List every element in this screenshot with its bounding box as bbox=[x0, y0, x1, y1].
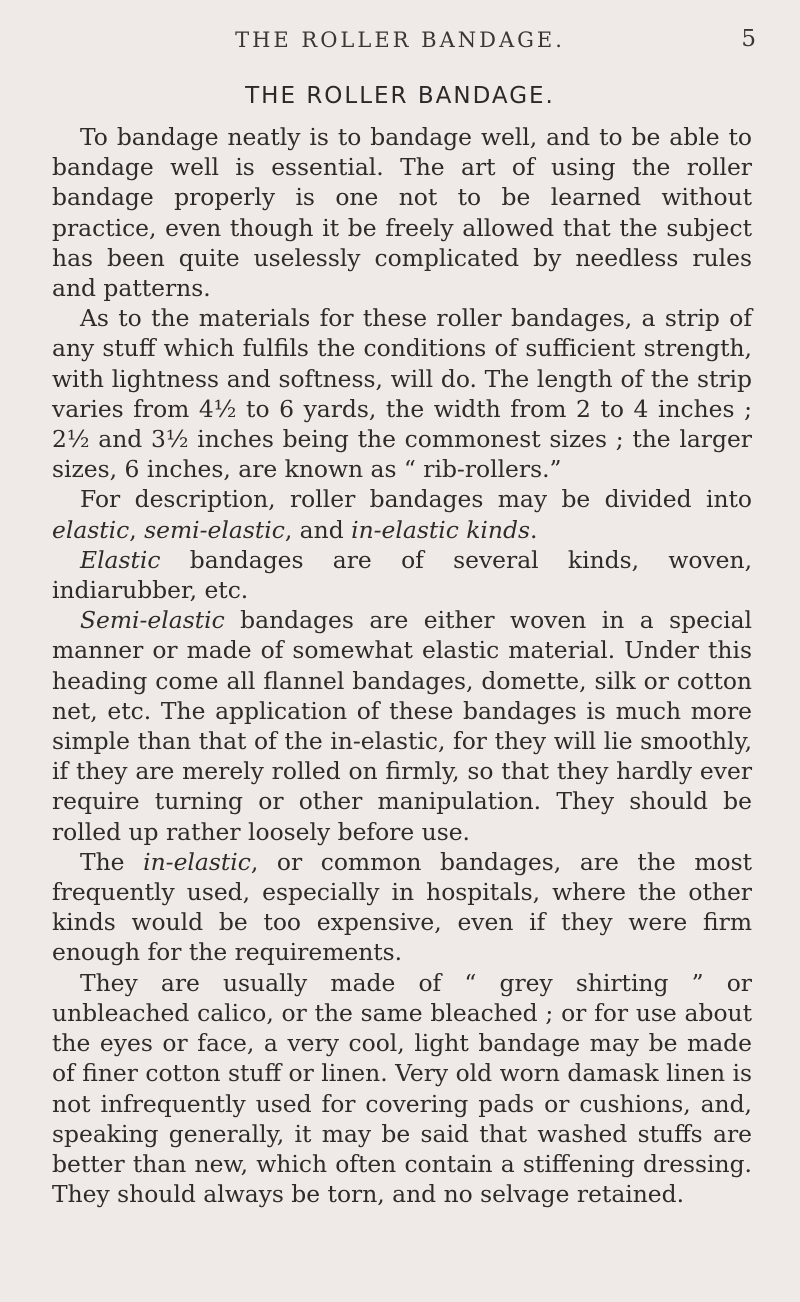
paragraph-4 bbox=[52, 545, 752, 605]
term-semi-elastic-heading: Semi-elastic bbox=[80, 606, 225, 635]
paragraph-5-text: bandages are either woven in a special manner or made of somewhat elastic material. Under this heading come all flannel bandages, domette, silk or cotton net, etc. The application of these bandages is much more simple than that of the in-elastic, for they will lie smoothly, if they are merely rolled on firmly, so that they hardly ever require turning or other manipulation. They should be rolled up rather loosely before use. bbox=[52, 606, 752, 846]
term-in-elastic-heading: in-elastic bbox=[143, 847, 251, 876]
paragraph-7: They are usually made of “ grey shirting ” or unbleached calico, or the same bleached ; or for use about the eyes or face, a very cool, light bandage may be made of finer cotton stuff or linen. Very old worn damask linen is not infrequently used for covering pads or cushions, and, speaking generally, it may be said that washed stuffs are better than new, which often contain a stiffening dressing. They should always be torn, and no selvage retained. bbox=[52, 968, 752, 1209]
term-elastic-heading: Elastic bbox=[80, 545, 161, 574]
paragraph-3-start: For description, roller bandages may be divided into bbox=[80, 485, 752, 514]
page-number: 5 bbox=[741, 26, 756, 52]
term-in-elastic-kinds: in-elastic kinds bbox=[351, 515, 530, 544]
paragraph-3 bbox=[52, 484, 752, 544]
paragraph-6 bbox=[52, 847, 752, 968]
paragraph-6-start: The bbox=[80, 847, 144, 876]
separator-1: , bbox=[129, 515, 145, 544]
chapter-title: THE ROLLER BANDAGE. bbox=[245, 83, 555, 109]
paragraph-4-text: bandages are of several kinds, woven, indiarubber, etc. bbox=[52, 545, 752, 605]
paragraph-3-end: . bbox=[529, 515, 538, 544]
paragraph-6-text: , or common bandages, are the most frequently used, especially in hospitals, where the other kinds would be too expensive, even if they were firm enough for the requirements. bbox=[52, 847, 752, 967]
separator-2: , and bbox=[284, 515, 352, 544]
paragraph-2: As to the materials for these roller bandages, a strip of any stuff which fulfils the conditions of sufficient strength, with lightness and softness, will do. The length of the strip varies from 4½ to 6 yards, the width from 2 to 4 inches ; 2½ and 3½ inches being the commonest sizes ; the larger sizes, 6 inches, are known as “ rib-rollers.” bbox=[52, 304, 752, 484]
term-semi-elastic: semi-elastic bbox=[144, 515, 285, 544]
running-head: THE ROLLER BANDAGE. bbox=[235, 28, 565, 52]
paragraph-1: To bandage neatly is to bandage well, and to be able to bandage well is essential. The art of using the roller bandage properly is one not to be learned without practice, even though it be freely allowed that the subject has been quite uselessly complicated by needless rules and patterns. bbox=[52, 123, 752, 303]
paragraph-5 bbox=[52, 605, 752, 847]
body-text bbox=[52, 122, 752, 1209]
term-elastic: elastic bbox=[52, 515, 130, 544]
